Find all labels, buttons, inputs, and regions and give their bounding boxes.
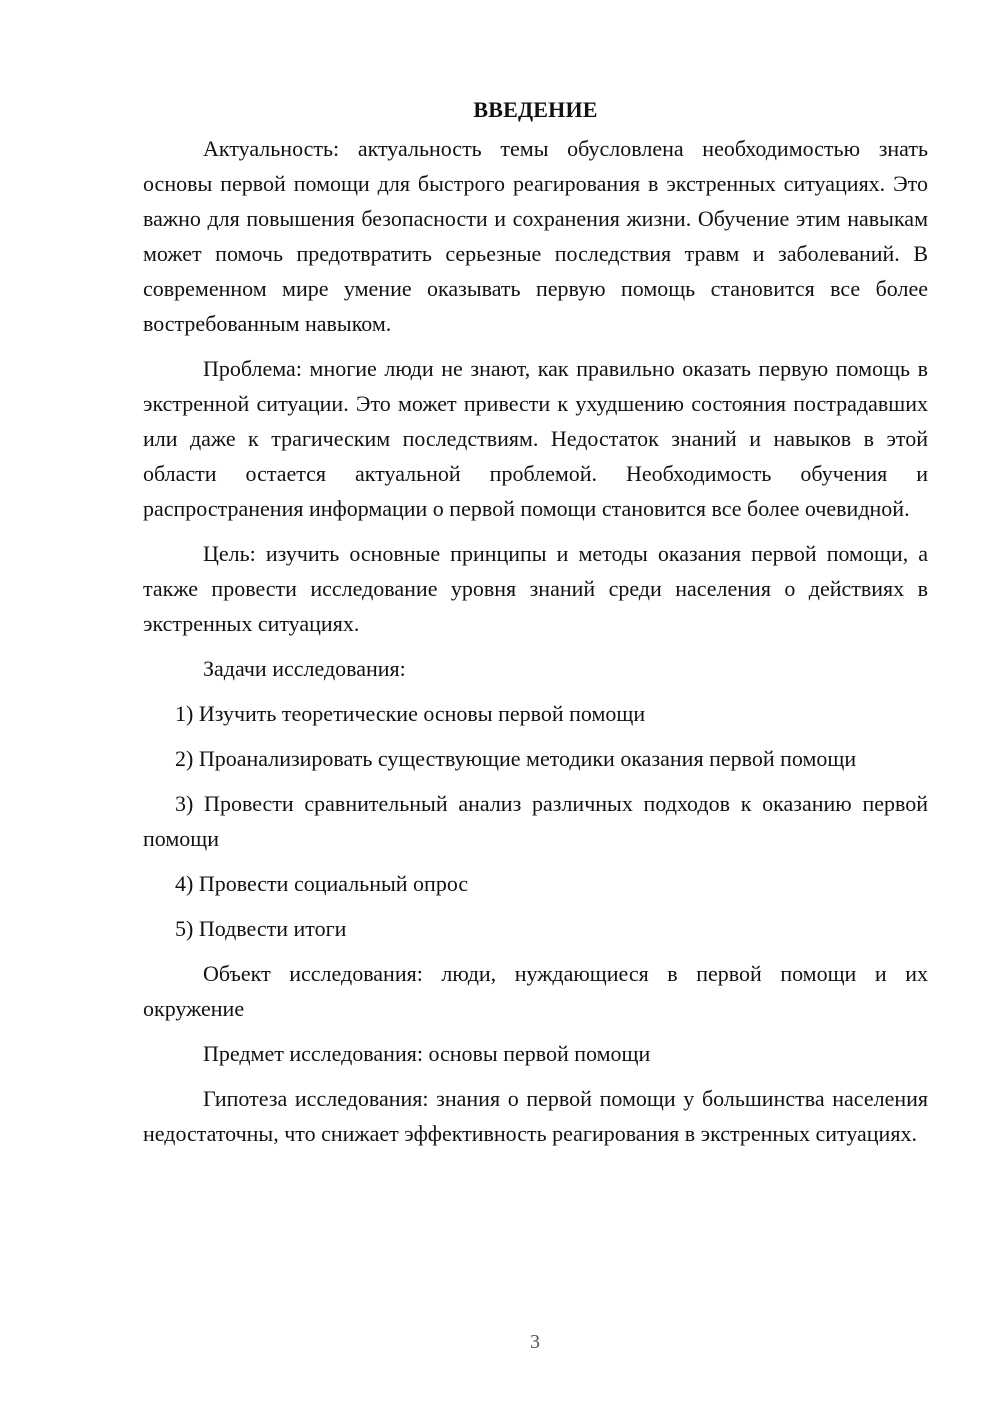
task-item-1: 1) Изучить теоретические основы первой помощи	[175, 701, 646, 726]
goal-paragraph: Цель: изучить основные принципы и методы оказания первой помощи, а также провести исследование уровня знаний среди населения о действиях в экстренных ситуациях.	[143, 541, 928, 636]
task-item-4: 4) Провести социальный опрос	[175, 871, 469, 896]
section-title: ВВЕДЕНИЕ	[473, 97, 598, 122]
task-item-5: 5) Подвести итоги	[175, 916, 347, 941]
task-item-3: 3) Провести сравнительный анализ различных подходов к оказанию первой помощи	[143, 791, 928, 851]
tasks-heading: Задачи исследования:	[203, 656, 406, 681]
object-paragraph: Объект исследования: люди, нуждающиеся в первой помощи и их окружение	[143, 961, 928, 1021]
document-page	[143, 92, 928, 1161]
subject-paragraph: Предмет исследования: основы первой помощи	[203, 1041, 651, 1066]
hypothesis-paragraph: Гипотеза исследования: знания о первой помощи у большинства населения недостаточны, что снижает эффективность реагирования в экстренных ситуациях.	[143, 1086, 928, 1146]
page-number: 3	[530, 1331, 540, 1353]
problem-paragraph: Проблема: многие люди не знают, как правильно оказать первую помощь в экстренной ситуации. Это может привести к ухудшению состояния пострадавших или даже к трагическим последствиям. Недостаток знаний и навыков в этой области остается актуальной проблемой. Необходимость обучения и распространения информации о первой помощи становится все более очевидной.	[143, 356, 928, 521]
relevance-paragraph: Актуальность: актуальность темы обусловлена необходимостью знать основы первой помощи для быстрого реагирования в экстренных ситуациях. Это важно для повышения безопасности и сохранения жизни. Обучение этим навыкам может помочь предотвратить серьезные последствия травм и заболеваний. В современном мире умение оказывать первую помощь становится все более востребованным навыком.	[143, 136, 928, 336]
task-item-2: 2) Проанализировать существующие методики оказания первой помощи	[175, 746, 857, 771]
